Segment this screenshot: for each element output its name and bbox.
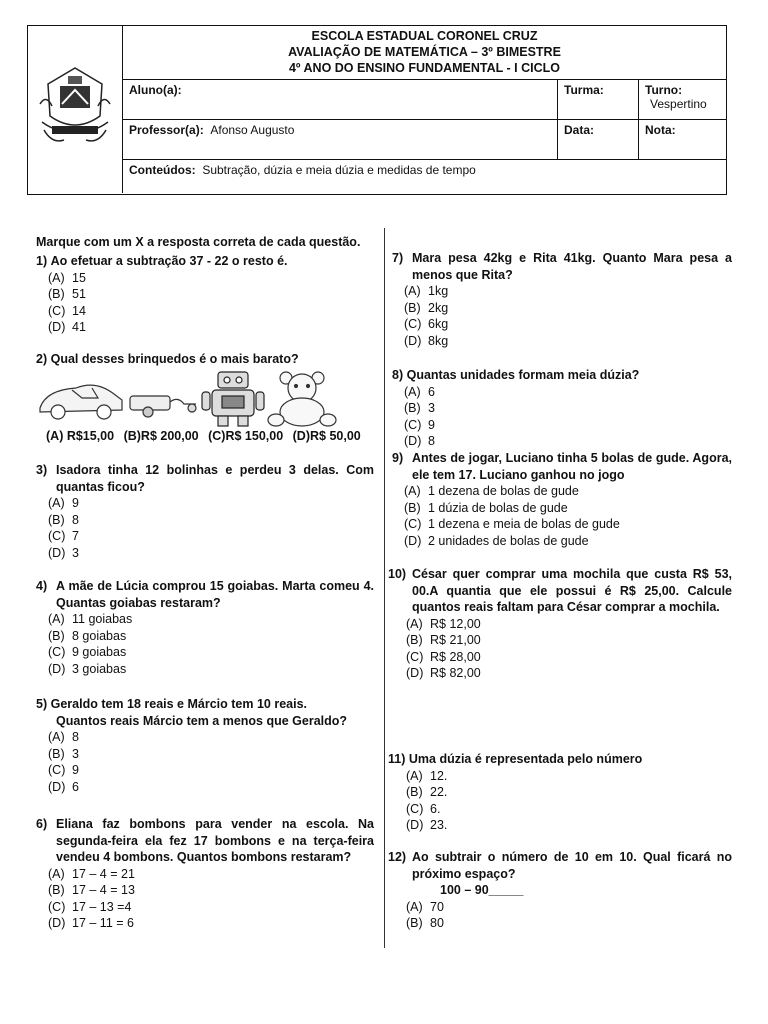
data-field[interactable]: Data:: [557, 120, 638, 159]
option-a[interactable]: (A) 12.: [406, 768, 448, 783]
option-b[interactable]: (B) 2kg: [404, 300, 449, 315]
question-2: 2) Qual desses brinquedos é o mais barato?: [36, 352, 299, 366]
option-c[interactable]: (C) 6.: [406, 801, 441, 816]
question-3: 3) Isadora tinha 12 bolinhas e perdeu 3 delas. Com quantas ficou? (A) 9 (B) 8 (C) 7 (D) 3: [36, 463, 374, 560]
option-c[interactable]: (C) R$ 28,00: [406, 649, 481, 664]
option-d[interactable]: (D)R$ 50,00: [292, 429, 361, 443]
option-c[interactable]: (C) 9: [48, 763, 79, 777]
exam-title: AVALIAÇÃO DE MATEMÁTICA – 3º BIMESTRE: [288, 45, 561, 59]
option-a[interactable]: (A) 1kg: [404, 284, 449, 298]
title-block: [123, 26, 726, 80]
option-a[interactable]: (A) 15: [48, 270, 86, 285]
question-1: 1) Ao efetuar a subtração 37 - 22 o resto é. (A) 15 (B) 51 (C) 14 (D) 41: [36, 253, 376, 336]
nota-field[interactable]: Nota:: [638, 120, 726, 159]
question-11: 11) Uma dúzia é representada pelo número (A) 12. (B) 22. (C) 6. (D) 23.: [388, 751, 732, 834]
option-a[interactable]: (A) 6: [404, 384, 435, 399]
option-c[interactable]: (C) 9 goiabas: [48, 645, 127, 659]
option-b[interactable]: (B) 3: [404, 401, 435, 415]
car-icon: [40, 385, 122, 419]
option-c[interactable]: (C) 1 dezena e meia de bolas de gude: [404, 517, 620, 531]
robot-icon: [202, 372, 264, 426]
conteudos-field: Conteúdos: Subtração, dúzia e meia dúzia e medidas de tempo: [129, 163, 476, 177]
option-d[interactable]: (D) 3 goiabas: [48, 661, 127, 676]
option-c[interactable]: (C) 17 – 13 =4: [48, 899, 132, 914]
question-12: 12) Ao subtrair o número de 10 em 10. Qual ficará no próximo espaço? 100 – 90_____ (A) 70 (B) 80: [388, 850, 732, 930]
option-a[interactable]: (A) 1 dezena de bolas de gude: [404, 484, 579, 498]
header-table: [27, 25, 727, 195]
option-b[interactable]: (B) 8: [48, 512, 79, 527]
option-b[interactable]: (B) 17 – 4 = 13: [48, 883, 135, 897]
question-7: 7) Mara pesa 42kg e Rita 41kg. Quanto Mara pesa a menos que Rita? (A) 1kg (B) 2kg (C) 6kg (D) 8kg: [392, 251, 732, 348]
option-b[interactable]: (B)R$ 200,00: [123, 429, 199, 443]
row-aluno: [123, 80, 726, 120]
option-d[interactable]: (D) 6: [48, 779, 79, 794]
professor-name: Afonso Augusto: [210, 123, 295, 137]
video-game-icon: [130, 396, 196, 417]
column-divider: [384, 228, 385, 948]
option-b[interactable]: (B) R$ 21,00: [406, 633, 481, 647]
school-crest-icon: [38, 64, 112, 150]
question-10: 10) César quer comprar uma mochila que custa R$ 53, 00.A quantia que ele possui é R$ 25,00. Calcule quantos reais faltam para César comprar a mochila. (A) R$ 12,00 (B) R$ 21,00 (C) R$ 28,00 (D) R$ 82,00: [388, 567, 732, 680]
option-d[interactable]: (D) 8: [404, 434, 435, 448]
price-options: [46, 429, 367, 443]
option-d[interactable]: (D) 8kg: [404, 333, 449, 348]
question-5: 5) Geraldo tem 18 reais e Márcio tem 10 reais. Quantos reais Márcio tem a menos que Geraldo? (A) 8 (B) 3 (C) 9 (D) 6: [36, 696, 374, 795]
option-d[interactable]: (D) 23.: [406, 818, 448, 832]
aluno-field[interactable]: Aluno(a):: [129, 83, 182, 97]
option-d[interactable]: (D) R$ 82,00: [406, 666, 481, 680]
option-b[interactable]: (B) 1 dúzia de bolas de gude: [404, 500, 568, 515]
option-a[interactable]: (A) 8: [48, 730, 79, 744]
option-c[interactable]: (C) 7: [48, 529, 79, 543]
question-6: 6) Eliana faz bombons para vender na escola. Na segunda-feira ela fez 17 bombons e na terça-feira vendeu 4 bombons. Quantos bombons restaram? (A) 17 – 4 = 21 (B) 17 – 4 = 13 (C) 17 – 13 =4 (D) 17 – 11 = 6: [36, 817, 374, 930]
logo-cell: [28, 26, 123, 193]
turno-value: Vespertino: [650, 97, 707, 111]
instruction: Marque com um X a resposta correta de cada questão.: [36, 235, 361, 249]
turma-field[interactable]: Turma:: [557, 80, 638, 119]
option-b[interactable]: (B) 3: [48, 746, 79, 761]
option-b[interactable]: (B) 22.: [406, 785, 448, 799]
option-a[interactable]: (A) 17 – 4 = 21: [48, 866, 135, 881]
turno-field[interactable]: Turno: Vespertino: [638, 80, 726, 119]
option-c[interactable]: (C) 9: [404, 417, 435, 432]
subtraction-expression: 100 – 90_____: [440, 883, 524, 897]
option-a[interactable]: (A) 11 goiabas: [48, 612, 133, 626]
option-d[interactable]: (D) 41: [48, 320, 86, 334]
school-name: ESCOLA ESTADUAL CORONEL CRUZ: [311, 29, 538, 43]
question-4: 4) A mãe de Lúcia comprou 15 goiabas. Marta comeu 4. Quantas goiabas restaram? (A) 11 goiabas (B) 8 goiabas (C) 9 goiabas (D) 3 goiabas: [36, 579, 374, 676]
row-conteudos: [123, 160, 726, 193]
option-c[interactable]: (C) 14: [48, 303, 86, 318]
option-c[interactable]: (C) 6kg: [404, 317, 449, 331]
option-b[interactable]: (B) 8 goiabas: [48, 628, 127, 643]
option-b[interactable]: (B) 51: [48, 287, 86, 301]
option-d[interactable]: (D) 17 – 11 = 6: [48, 916, 134, 930]
question-8: 8) Quantas unidades formam meia dúzia? (A) 6 (B) 3 (C) 9 (D) 8: [392, 367, 732, 450]
option-a[interactable]: (A) 9: [48, 496, 79, 510]
option-b[interactable]: (B) 80: [406, 916, 444, 930]
question-9: 9) Antes de jogar, Luciano tinha 5 bolas de gude. Agora, ele tem 17. Luciano ganhou no jogo (A) 1 dezena de bolas de gude (B) 1 dúzia de bolas de gude (C) 1 dezena e meia de bolas de gude (D) 2 unidades de bolas de gude: [392, 451, 732, 548]
option-a[interactable]: (A) R$ 12,00: [406, 616, 481, 631]
option-a[interactable]: (A) R$15,00: [46, 429, 115, 443]
teddy-bear-icon: [268, 372, 336, 426]
option-d[interactable]: (D) 3: [48, 545, 79, 560]
grade-title: 4º ANO DO ENSINO FUNDAMENTAL - I CICLO: [288, 61, 560, 75]
row-professor: [123, 120, 726, 160]
option-a[interactable]: (A) 70: [406, 899, 444, 914]
option-d[interactable]: (D) 2 unidades de bolas de gude: [404, 533, 589, 548]
option-c[interactable]: (C)R$ 150,00: [208, 429, 284, 443]
toys-illustration: [36, 368, 376, 428]
professor-field[interactable]: Professor(a): Afonso Augusto: [129, 123, 295, 137]
